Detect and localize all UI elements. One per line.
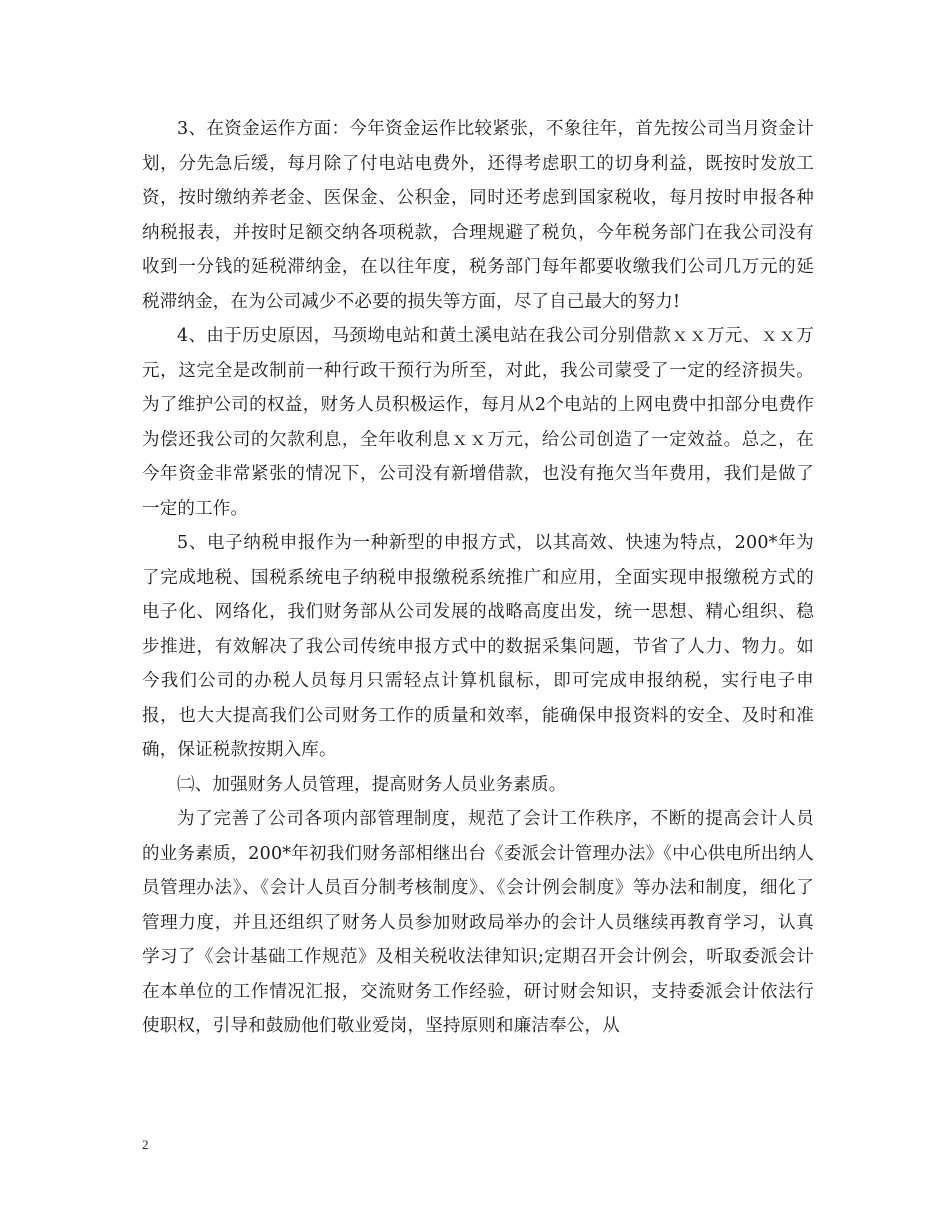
- paragraph-capital-operation: 3、在资金运作方面：今年资金运作比较紧张，不象往年，首先按公司当月资金计划，分先急后缓，每月除了付电站电费外，还得考虑职工的切身利益，既按时发放工资，按时缴纳养老金、医保金、公积金，同时还考虑到国家税收，每月按时申报各种纳税报表，并按时足额交纳各项税款，合理规避了税负，今年税务部门在我公司没有收到一分钱的延税滞纳金，在以往年度，税务部门每年都要收缴我们公司几万元的延税滞纳金，在为公司减少不必要的损失等方面，尽了自己最大的努力!: [142, 119, 814, 312]
- paragraph-historical-loans: 4、由于历史原因，马颈坳电站和黄土溪电站在我公司分别借款ｘｘ万元、ｘｘ万元，这完全是改制前一种行政干预行为所至，对此，我公司蒙受了一定的经济损失。为了维护公司的权益，财务人员积极运作，每月从2个电站的上网电费中扣部分电费作为偿还我公司的欠款利息，全年收利息ｘｘ万元，给公司创造了一定效益。总之，在今年资金非常紧张的情况下，公司没有新增借款，也没有拖欠当年费用，我们是做了一定的工作。: [142, 326, 814, 519]
- paragraph-management-system: 为了完善了公司各项内部管理制度，规范了会计工作秩序，不断的提高会计人员的业务素质，200*年初我们财务部相继出台《委派会计管理办法》《中心供电所出纳人员管理办法》、《会计人员百分制考核制度》、《会计例会制度》等办法和制度，细化了管理力度，并且还组织了财务人员参加财政局举办的会计人员继续再教育学习，认真学习了《会计基础工作规范》及相关税收法律知识;定期召开会计例会，听取委派会计在本单位的工作情况汇报，交流财务工作经验，研讨财会知识，支持委派会计依法行使职权，引导和鼓励他们敬业爱岗，坚持原则和廉洁奉公，从: [142, 809, 814, 1036]
- page-number: 2: [142, 1137, 149, 1152]
- paragraph-electronic-tax-filing: 5、电子纳税申报作为一种新型的申报方式，以其高效、快速为特点，200*年为了完成地税、国税系统电子纳税申报缴税系统推广和应用，全面实现申报缴税方式的电子化、网络化，我们财务部从公司发展的战略高度出发，统一思想、精心组织、稳步推进，有效解决了我公司传统申报方式中的数据采集问题，节省了人力、物力。如今我们公司的办税人员每月只需轻点计算机鼠标，即可完成申报纳税，实行电子申报，也大大提高我们公司财务工作的质量和效率，能确保申报资料的安全、及时和准确，保证税款按期入库。: [142, 533, 814, 760]
- page-body: [142, 112, 814, 1044]
- section-heading-staff-management: ㈡、加强财务人员管理，提高财务人员业务素质。: [177, 774, 567, 795]
